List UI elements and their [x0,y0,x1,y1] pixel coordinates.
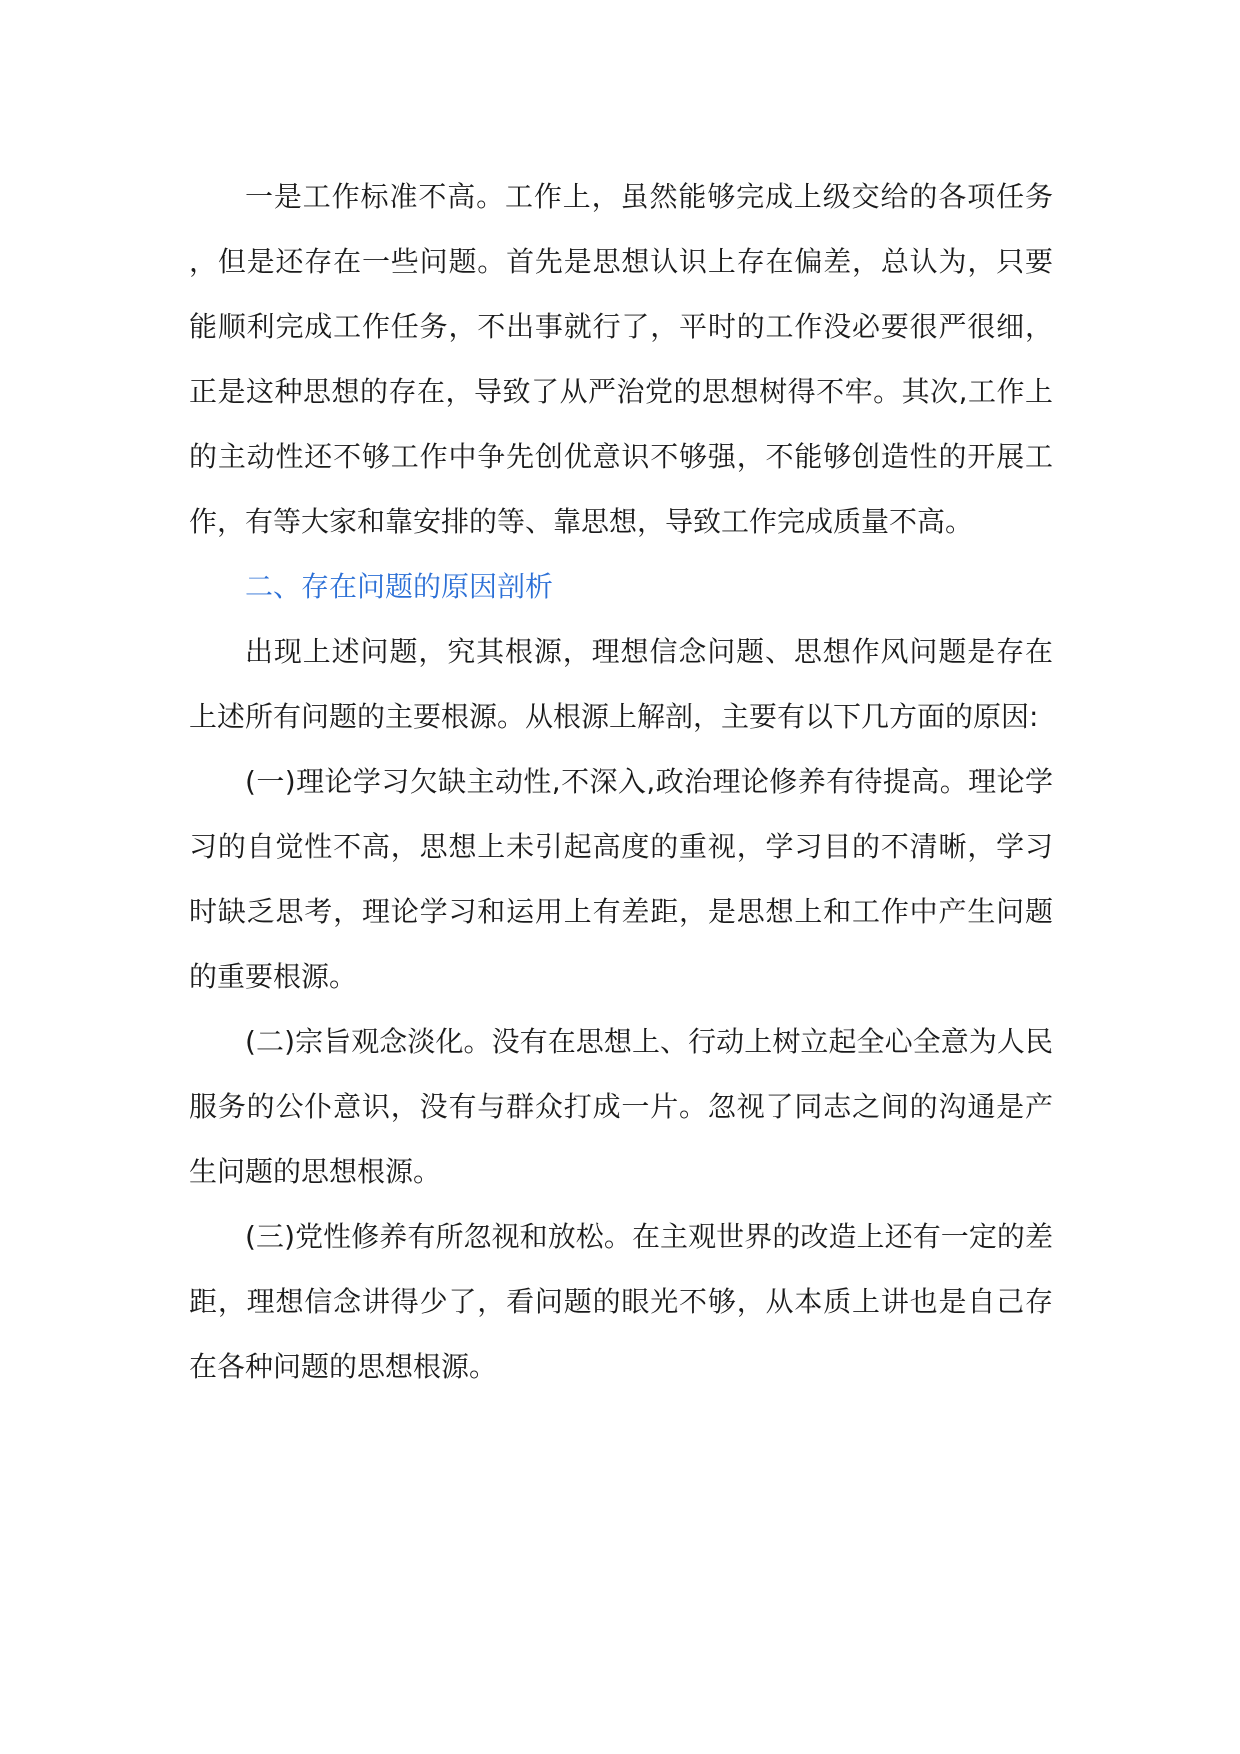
paragraph-purpose-concept: (二)宗旨观念淡化。没有在思想上、行动上树立起全心全意为人民服务的公仆意识，没有与群众打成一片。忽视了同志之间的沟通是产生问题的思想根源。 [189,1025,1053,1188]
paragraph-work-standards: 一是工作标准不高。工作上，虽然能够完成上级交给的各项任务，但是还存在一些问题。首先是思想认识上存在偏差，总认为，只要能顺利完成工作任务，不出事就行了，平时的工作没必要很严很细，正是这种思想的存在，导致了从严治党的思想树得不牢。其次,工作上的主动性还不够工作中争先创优意识不够强，不能够创造性的开展工作，有等大家和靠安排的等、靠思想，导致工作完成质量不高。 [189,180,1053,538]
paragraph-root-causes-intro: 出现上述问题，究其根源，理想信念问题、思想作风问题是存在上述所有问题的主要根源。从根源上解剖，主要有以下几方面的原因: [189,635,1053,733]
section-heading-cause-analysis: 二、存在问题的原因剖析 [245,570,554,603]
paragraph-theory-study: (一)理论学习欠缺主动性,不深入,政治理论修养有待提高。理论学习的自觉性不高，思想上未引起高度的重视，学习目的不清晰，学习时缺乏思考，理论学习和运用上有差距，是思想上和工作中产生问题的重要根源。 [189,765,1053,993]
document-body [189,164,1053,1399]
paragraph-party-spirit: (三)党性修养有所忽视和放松。在主观世界的改造上还有一定的差距，理想信念讲得少了，看问题的眼光不够，从本质上讲也是自己存在各种问题的思想根源。 [189,1220,1053,1383]
